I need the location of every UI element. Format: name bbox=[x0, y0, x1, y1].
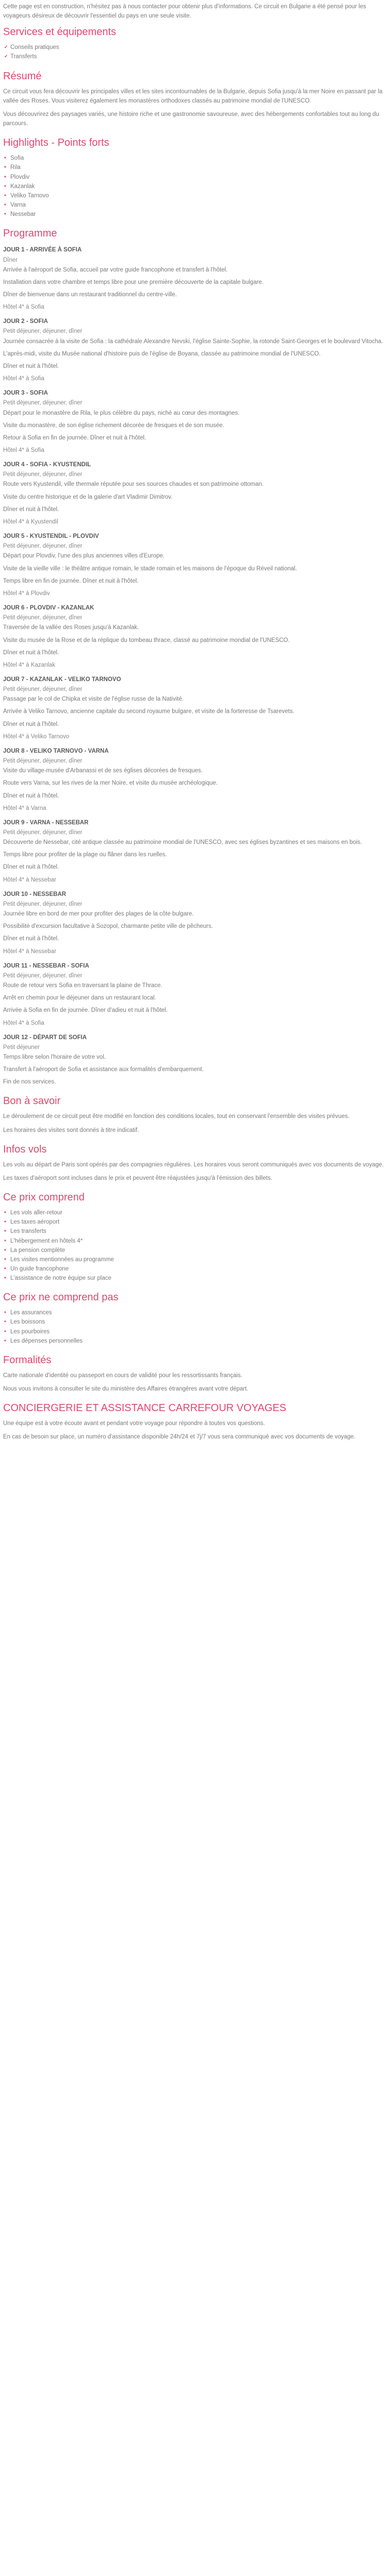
day-meals: Petit déjeuner, déjeuner, dîner bbox=[3, 328, 83, 335]
day-paragraph: Dîner et nuit à l'hôtel. bbox=[3, 936, 59, 942]
day-description bbox=[3, 409, 388, 443]
day-paragraph: Installation dans votre chambre et temps libre pour une première découverte de la capitale bulgare. bbox=[3, 279, 264, 285]
day-paragraph: Route de retour vers Sofia en traversant la plaine de Thrace. bbox=[3, 982, 162, 989]
day-meals: Petit déjeuner, déjeuner, dîner bbox=[3, 543, 83, 550]
day-paragraph: Transfert à l'aéroport de Sofia et assistance aux formalités d'embarquement. bbox=[3, 1066, 204, 1073]
day-title: JOUR 8 - VELIKO TARNOVO - VARNA bbox=[3, 748, 109, 754]
day-hotel: Hôtel 4* à Sofia bbox=[3, 304, 44, 311]
prix-ne-comprend-pas-list bbox=[3, 1308, 388, 1346]
day-title: JOUR 7 - KAZANLAK - VELIKO TARNOVO bbox=[3, 676, 121, 683]
highlight-item: • Varna bbox=[3, 200, 388, 210]
day-paragraph: Passage par le col de Chipka et visite de l'église russe de la Nativité. bbox=[3, 696, 184, 703]
day-title: JOUR 10 - NESSEBAR bbox=[3, 891, 67, 897]
day-paragraph: Visite du village-musée d'Arbanassi et de ses églises décorées de fresques. bbox=[3, 768, 203, 774]
prix-ne-comprend-pas-item: • Les assurances bbox=[3, 1308, 388, 1317]
day-title: JOUR 5 - KYUSTENDIL - PLOVDIV bbox=[3, 533, 99, 540]
day-block bbox=[3, 747, 388, 813]
day-paragraph: Arrêt en chemin pour le déjeuner dans un restaurant local. bbox=[3, 995, 156, 1002]
day-meals: Petit déjeuner, déjeuner, dîner bbox=[3, 400, 83, 406]
day-hotel: Hôtel 4* à Sofia bbox=[3, 376, 44, 382]
day-paragraph: Arrivée à Sofia en fin de journée. Dîner d'adieu et nuit à l'hôtel. bbox=[3, 1007, 168, 1014]
day-block bbox=[3, 675, 388, 741]
day-paragraph: Dîner et nuit à l'hôtel. bbox=[3, 721, 59, 727]
infos-vols-title: Infos vols bbox=[3, 1143, 47, 1155]
day-title: JOUR 12 - DÉPART DE SOFIA bbox=[3, 1034, 87, 1041]
day-paragraph: Possibilité d'excursion facultative à Sozopol, charmante petite ville de pêcheurs. bbox=[3, 923, 213, 930]
prix-comprend-item: • Les vols aller-retour bbox=[3, 1208, 388, 1217]
day-meals: Petit déjeuner, déjeuner, dîner bbox=[3, 829, 83, 836]
resume-paragraph: Vous découvrirez des paysages variés, une histoire riche et une gastronomie savoureuse, avec des hébergements confortables tout au long du parcours. bbox=[3, 111, 379, 127]
day-meals: Petit déjeuner, déjeuner, dîner bbox=[3, 972, 83, 979]
formalites-paragraph: Nous vous invitons à consulter le site du ministère des Affaires étrangères avant votre départ. bbox=[3, 1386, 249, 1393]
day-paragraph: Fin de nos services. bbox=[3, 1079, 56, 1086]
bon-a-savoir-paragraph: Le déroulement de ce circuit peut être modifié en fonction des conditions locales, tout en conservant l'ensemble des visites prévues. bbox=[3, 1113, 350, 1120]
resume-title: Résumé bbox=[3, 70, 42, 82]
assurance-paragraph: Une équipe est à votre écoute avant et pendant votre voyage pour répondre à toutes vos questions. bbox=[3, 1420, 265, 1427]
day-block bbox=[3, 388, 388, 455]
prix-comprend-item: • Les taxes aéroport bbox=[3, 1217, 388, 1227]
day-hotel: Hôtel 4* à Varna bbox=[3, 805, 46, 811]
day-meals: Petit déjeuner, déjeuner, dîner bbox=[3, 471, 83, 478]
bon-a-savoir-paragraph: Les horaires des visites sont donnés à titre indicatif. bbox=[3, 1127, 139, 1133]
day-paragraph: Départ pour le monastère de Rila, le plus célèbre du pays, niché au cœur des montagnes. bbox=[3, 410, 240, 416]
day-description bbox=[3, 1053, 388, 1087]
highlight-item: • Rila bbox=[3, 163, 388, 172]
day-block bbox=[3, 317, 388, 383]
services-item: ✔ Conseils pratiques bbox=[3, 43, 388, 52]
day-meals: Dîner bbox=[3, 257, 18, 263]
intro-text: Cette page est en construction, n'hésitez pas à nous contacter pour obtenir plus d'informations. Ce circuit en Bulgarie a été pensé pour les voyageurs désireux de découvrir l'essentiel du pays en une seule visite. bbox=[3, 4, 366, 20]
day-paragraph: Traversée de la vallée des Roses jusqu'à Kazanlak. bbox=[3, 624, 139, 631]
highlight-item: • Plovdiv bbox=[3, 173, 388, 182]
highlight-item: • Kazanlak bbox=[3, 182, 388, 191]
day-title: JOUR 3 - SOFIA bbox=[3, 390, 48, 397]
day-paragraph: Journée libre en bord de mer pour profiter des plages de la côte bulgare. bbox=[3, 911, 194, 918]
day-paragraph: Temps libre pour profiter de la plage ou flâner dans les ruelles. bbox=[3, 852, 167, 858]
day-paragraph: Retour à Sofia en fin de journée. Dîner et nuit à l'hôtel. bbox=[3, 434, 146, 441]
day-hotel: Hôtel 4* à Plovdiv bbox=[3, 590, 50, 597]
programme-title: Programme bbox=[3, 228, 57, 240]
formalites-title: Formalités bbox=[3, 1354, 52, 1366]
day-paragraph: Départ pour Plovdiv, l'une des plus anciennes villes d'Europe. bbox=[3, 553, 165, 560]
day-paragraph: Temps libre selon l'horaire de votre vol. bbox=[3, 1054, 106, 1060]
day-paragraph: Route vers Varna, sur les rives de la mer Noire, et visite du musée archéologique. bbox=[3, 780, 218, 787]
day-paragraph: Dîner et nuit à l'hôtel. bbox=[3, 864, 59, 871]
day-block bbox=[3, 460, 388, 527]
day-block bbox=[3, 1033, 388, 1087]
day-title: JOUR 6 - PLOVDIV - KAZANLAK bbox=[3, 605, 94, 612]
highlight-item: • Nessebar bbox=[3, 210, 388, 219]
day-paragraph: Dîner de bienvenue dans un restaurant traditionnel du centre-ville. bbox=[3, 291, 177, 298]
day-block bbox=[3, 961, 388, 1028]
services-list bbox=[3, 43, 388, 61]
day-paragraph: Dîner et nuit à l'hôtel. bbox=[3, 792, 59, 799]
day-paragraph: Dîner et nuit à l'hôtel. bbox=[3, 506, 59, 513]
assurance-title: CONCIERGERIE ET ASSISTANCE CARREFOUR VOYAGES bbox=[3, 1402, 286, 1414]
services-item: ✔ Transferts bbox=[3, 52, 388, 61]
day-paragraph: Temps libre en fin de journée. Dîner et nuit à l'hôtel. bbox=[3, 578, 139, 584]
infos-vols-paragraph: Les taxes d'aéroport sont incluses dans le prix et peuvent être réajustées jusqu'à l'émission des billets. bbox=[3, 1175, 272, 1181]
highlight-item: • Veliko Tarnovo bbox=[3, 191, 388, 200]
programme-days bbox=[3, 245, 388, 1087]
resume-paragraph: Ce circuit vous fera découvrir les principales villes et les sites incontournables de la Bulgarie, depuis Sofia jusqu'à la mer Noire en passant par la vallée des Roses. Vous visiterez également les monastères orthodoxes classés au patrimoine mondial de l'UNESCO. bbox=[3, 88, 383, 104]
day-description bbox=[3, 265, 388, 299]
prix-comprend-title: Ce prix comprend bbox=[3, 1192, 85, 1204]
day-title: JOUR 2 - SOFIA bbox=[3, 318, 48, 325]
prix-ne-comprend-pas-item: • Les pourboires bbox=[3, 1327, 388, 1336]
day-paragraph: Visite du monastère, de son église richement décorée de fresques et de son musée. bbox=[3, 422, 224, 429]
day-hotel: Hôtel 4* à Sofia bbox=[3, 1020, 44, 1026]
day-title: JOUR 11 - NESSEBAR - SOFIA bbox=[3, 962, 89, 969]
day-hotel: Hôtel 4* à Kyustendil bbox=[3, 518, 58, 525]
day-paragraph: Découverte de Nessebar, cité antique classée au patrimoine mondial de l'UNESCO, avec ses églises byzantines et ses maisons en bois. bbox=[3, 839, 362, 846]
prix-ne-comprend-pas-title: Ce prix ne comprend pas bbox=[3, 1292, 119, 1303]
infos-vols-paragraph: Les vols au départ de Paris sont opérés par des compagnies régulières. Les horaires vous seront communiqués avec vos documents de voyage. bbox=[3, 1161, 384, 1168]
day-description bbox=[3, 766, 388, 800]
day-meals: Petit déjeuner, déjeuner, dîner bbox=[3, 686, 83, 693]
day-paragraph: Visite du centre historique et de la galerie d'art Vladimir Dimitrov. bbox=[3, 494, 173, 500]
prix-comprend-item: • L'assistance de notre équipe sur place bbox=[3, 1274, 388, 1283]
prix-comprend-item: • Les transferts bbox=[3, 1227, 388, 1236]
day-paragraph: Visite du musée de la Rose et de la réplique du tombeau thrace, classé au patrimoine mondial de l'UNESCO. bbox=[3, 637, 290, 643]
day-description bbox=[3, 981, 388, 1015]
day-hotel: Hôtel 4* à Sofia bbox=[3, 447, 44, 453]
day-meals: Petit déjeuner, déjeuner, dîner bbox=[3, 615, 83, 621]
services-title: Services et équipements bbox=[3, 26, 117, 38]
day-description bbox=[3, 337, 388, 371]
day-meals: Petit déjeuner, déjeuner, dîner bbox=[3, 758, 83, 765]
day-paragraph: Arrivée à Veliko Tarnovo, ancienne capitale du second royaume bulgare, et visite de la forteresse de Tsarevets. bbox=[3, 708, 295, 715]
day-block bbox=[3, 245, 388, 312]
day-paragraph: Visite de la vieille ville : le théâtre antique romain, le stade romain et les maisons de l'époque du Réveil national. bbox=[3, 565, 297, 572]
day-title: JOUR 4 - SOFIA - KYUSTENDIL bbox=[3, 462, 91, 468]
day-paragraph: L'après-midi, visite du Musée national d'histoire puis de l'église de Boyana, classée au patrimoine mondial de l'UNESCO. bbox=[3, 350, 321, 357]
prix-ne-comprend-pas-item: • Les boissons bbox=[3, 1317, 388, 1327]
prix-ne-comprend-pas-item: • Les dépenses personnelles bbox=[3, 1336, 388, 1346]
day-paragraph: Dîner et nuit à l'hôtel. bbox=[3, 363, 59, 369]
day-paragraph: Route vers Kyustendil, ville thermale réputée pour ses sources chaudes et son patrimoine ottoman. bbox=[3, 481, 264, 488]
day-block bbox=[3, 532, 388, 598]
day-hotel: Hôtel 4* à Nessebar bbox=[3, 876, 56, 883]
day-title: JOUR 9 - VARNA - NESSEBAR bbox=[3, 819, 89, 826]
day-paragraph: Dîner et nuit à l'hôtel. bbox=[3, 649, 59, 656]
day-block bbox=[3, 818, 388, 885]
day-description bbox=[3, 623, 388, 657]
day-meals: Petit déjeuner bbox=[3, 1044, 40, 1050]
day-title: JOUR 1 - ARRIVÉE À SOFIA bbox=[3, 247, 82, 253]
prix-comprend-item: • La pension complète bbox=[3, 1246, 388, 1255]
bon-a-savoir-title: Bon à savoir bbox=[3, 1095, 61, 1107]
day-description bbox=[3, 838, 388, 872]
highlights-list bbox=[3, 154, 388, 219]
day-hotel: Hôtel 4* à Nessebar bbox=[3, 948, 56, 955]
day-description bbox=[3, 480, 388, 514]
day-meals: Petit déjeuner, déjeuner, dîner bbox=[3, 901, 83, 907]
day-description bbox=[3, 551, 388, 585]
prix-comprend-item: • L'hébergement en hôtels 4* bbox=[3, 1236, 388, 1246]
highlights-title: Highlights - Points forts bbox=[3, 137, 109, 149]
prix-comprend-list bbox=[3, 1208, 388, 1283]
day-hotel: Hôtel 4* à Veliko Tarnovo bbox=[3, 733, 70, 740]
day-paragraph: Journée consacrée à la visite de Sofia : la cathédrale Alexandre Nevski, l'église Sainte-Sophie, la rotonde Saint-Georges et le boulevard Vitocha. bbox=[3, 338, 383, 345]
day-description bbox=[3, 694, 388, 728]
assurance-paragraph: En cas de besoin sur place, un numéro d'assistance disponible 24h/24 et 7j/7 vous sera communiqué avec vos documents de voyage. bbox=[3, 1434, 356, 1440]
prix-comprend-item: • Les visites mentionnées au programme bbox=[3, 1255, 388, 1264]
highlight-item: • Sofia bbox=[3, 154, 388, 163]
day-block bbox=[3, 603, 388, 670]
day-block bbox=[3, 890, 388, 956]
formalites-paragraph: Carte nationale d'identité ou passeport en cours de validité pour les ressortissants français. bbox=[3, 1372, 242, 1379]
prix-comprend-item: • Un guide francophone bbox=[3, 1264, 388, 1274]
day-description bbox=[3, 909, 388, 943]
day-paragraph: Arrivée à l'aéroport de Sofia, accueil par votre guide francophone et transfert à l'hôtel. bbox=[3, 266, 228, 273]
day-hotel: Hôtel 4* à Kazanlak bbox=[3, 662, 56, 668]
